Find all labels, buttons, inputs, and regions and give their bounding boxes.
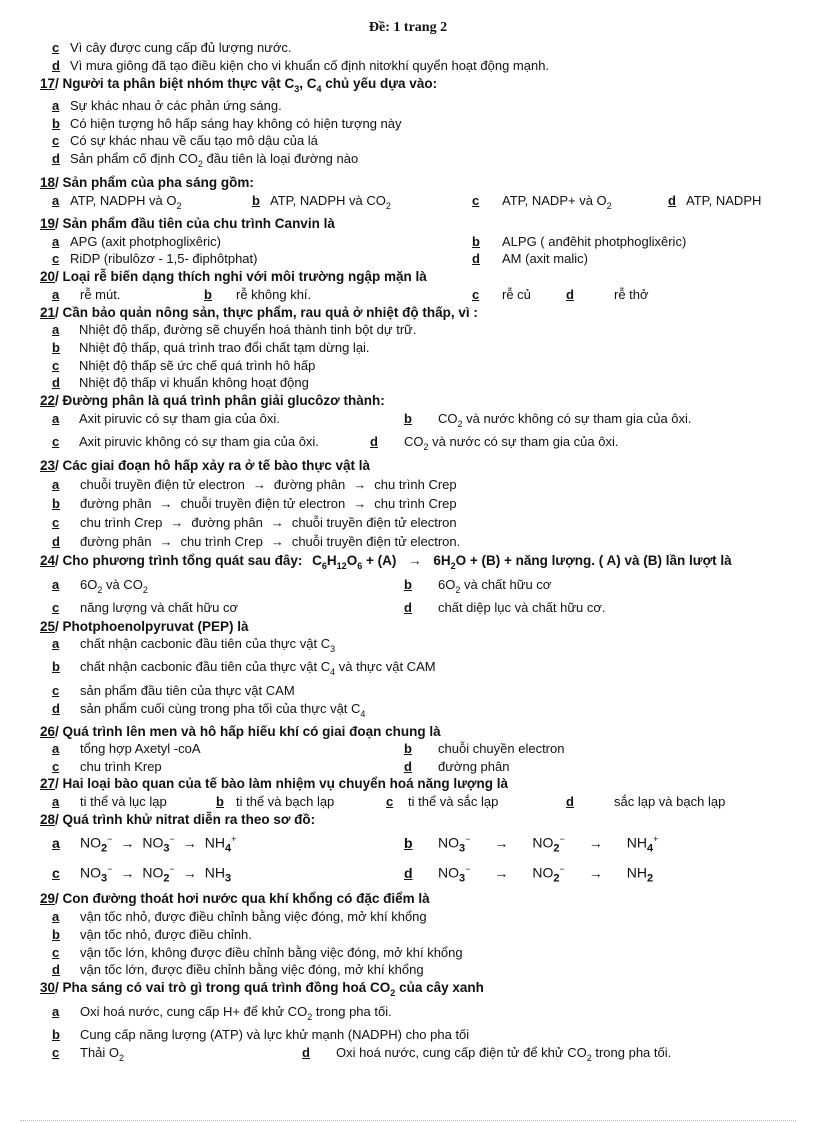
q19-options-ab: a APG (axit photphoglixêric) b ALPG ( anđêhit photphoglixêric) xyxy=(52,234,687,249)
q16-option-c: c Vì cây được cung cấp đủ lượng nước. xyxy=(52,40,292,55)
q17-option-c: c Có sự khác nhau về cấu tạo mô dậu của lá xyxy=(52,133,318,148)
q22-options-cd: c Axit piruvic không có sự tham gia của ôxi. d $CO_2$ và nước có sự tham gia của ôxi. xyxy=(52,434,619,452)
q19-options-cd: c RiDP (ribulôzơ - 1,5- điphôtphat) d AM (axit malic) xyxy=(52,251,588,266)
q29-option-c: c vận tốc lớn, không được điều chỉnh bằng việc đóng, mở khí khổng xyxy=(52,945,463,960)
arrow-icon: → xyxy=(588,834,603,851)
question-17: 17/ Người ta phân biệt nhóm thực vật $C_3$, $C_4$ chủ yếu dựa vào: xyxy=(40,76,438,94)
q21-option-a: a Nhiệt độ thấp, đường sẽ chuyển hoá thành tinh bột dự trữ. xyxy=(52,322,417,337)
page-header: Đề: 1 trang 2 xyxy=(368,20,448,35)
arrow-icon: → xyxy=(494,864,509,881)
q29-option-a: a vận tốc nhỏ, được điều chỉnh bằng việc đóng, mở khí khổng xyxy=(52,909,427,924)
q17-option-a: a Sự khác nhau ở các phản ứng sáng. xyxy=(52,98,282,113)
arrow-icon: → xyxy=(159,534,173,549)
q30-option-b: b Cung cấp năng lượng (ATP) và lực khử mạnh (NADPH) cho pha tối xyxy=(52,1027,470,1042)
question-24: 24/ Cho phương trình tổng quát sau đây: $C_6H_{12}O_6 + (A) \to 6H_2O + (B)$ + năng lượng. ( A) và (B) lần lượt là xyxy=(40,553,732,571)
arrow-icon: → xyxy=(170,515,184,530)
arrow-icon: → xyxy=(353,496,367,511)
q25-option-c: c sản phẩm đầu tiên của thực vật CAM xyxy=(52,683,295,698)
question-25: 25/ Photphoenolpyruvat (PEP) là xyxy=(40,619,249,634)
q28-options-ab: a $NO_2^- \to NO_3^- \to NH_4^+$ b $NO_3^- \to NO_2^- \to NH_4^+$ xyxy=(52,834,659,855)
q26-options-ab: a tổng hợp Axetyl -coA b chuỗi chuyền electron xyxy=(52,741,565,756)
question-29: 29/ Con đường thoát hơi nước qua khí khổng có đặc điểm là xyxy=(40,891,430,906)
q25-option-b: b chất nhận cacbonic đầu tiên của thực vật $C_4$ và thực vật CAM xyxy=(52,659,436,677)
q24-options-cd: c năng lượng và chất hữu cơ d chất diệp lục và chất hữu cơ. xyxy=(52,600,606,615)
arrow-icon: → xyxy=(588,864,603,881)
q25-option-d: d sản phẩm cuối cùng trong pha tối của thực vật $C_4$ xyxy=(52,701,366,719)
q22-options-ab: a Axit piruvic có sự tham gia của ôxi. b $CO_2$ và nước không có sự tham gia của ôxi. xyxy=(52,411,692,429)
arrow-icon: → xyxy=(182,834,197,851)
question-19: 19/ Sản phẩm đầu tiên của chu trình Canvin là xyxy=(40,216,335,231)
q17-option-b: b Có hiện tượng hô hấp sáng hay không có hiện tượng này xyxy=(52,116,402,131)
q23-option-d: d đường phân → chu trình Crep → chuỗi truyền điện tử electron. xyxy=(52,534,461,549)
arrow-icon: → xyxy=(270,515,284,530)
q21-option-c: c Nhiệt độ thấp sẽ ức chế quá trình hô hấp xyxy=(52,358,316,373)
question-18: 18/ Sản phẩm của pha sáng gồm: xyxy=(40,175,254,190)
q25-option-a: a chất nhận cacbonic đầu tiên của thực vật $C_3$ xyxy=(52,636,336,654)
arrow-icon: → xyxy=(353,477,367,492)
question-23: 23/ Các giai đoạn hô hấp xảy ra ở tế bào thực vật là xyxy=(40,458,370,473)
q30-options-cd: c Thải $O_2$ d Oxi hoá nước, cung cấp điện tử để khử $CO_2$ trong pha tối. xyxy=(52,1045,672,1063)
q18-options: a ATP, NADPH và $O_2$ b ATP, NADPH và $CO_2$ c ATP, NADP+ và $O_2$ d ATP, NADPH xyxy=(52,193,762,211)
q24-options-ab: a $6O_2$ và $CO_2$ b $6O_2$ và chất hữu cơ xyxy=(52,577,552,595)
question-21: 21/ Cần bảo quản nông sản, thực phẩm, rau quả ở nhiệt độ thấp, vì : xyxy=(40,305,478,320)
q29-option-d: d vận tốc lớn, được điều chỉnh bằng việc đóng, mở khí khổng xyxy=(52,962,424,977)
arrow-icon: → xyxy=(252,477,266,492)
q23-option-c: c chu trình Crep → đường phân → chuỗi truyền điện tử electron xyxy=(52,515,457,530)
arrow-icon: → xyxy=(182,864,197,881)
question-20: 20/ Loại rễ biến dạng thích nghi với môi trường ngập mặn là xyxy=(40,269,427,284)
q16-option-d: d Vì mưa giông đã tạo điều kiện cho vi khuẩn cố định nitơkhí quyển hoạt động mạnh. xyxy=(52,58,550,73)
page-bottom-border xyxy=(20,1120,796,1121)
q21-option-d: d Nhiệt độ thấp vi khuẩn không hoạt động xyxy=(52,375,309,390)
q21-option-b: b Nhiệt độ thấp, quá trình trao đổi chất tạm dừng lại. xyxy=(52,340,370,355)
question-28: 28/ Quá trình khử nitrat diễn ra theo sơ đồ: xyxy=(40,812,316,827)
arrow-icon: → xyxy=(159,496,173,511)
arrow-icon: → xyxy=(408,553,422,568)
q23-option-b: b đường phân → chuỗi truyền điện tử electron → chu trình Crep xyxy=(52,496,457,511)
q20-options: a rễ mút. b rễ không khí. c rễ củ d rễ thở xyxy=(52,287,649,302)
q28-options-cd: c $NO_3^- \to NO_2^- \to NH_3$ d $NO_3^- \to NO_2^- \to NH_2$ xyxy=(52,864,654,885)
q17-option-d: d Sản phẩm cố định $CO_2$ đầu tiên là loại đường nào xyxy=(52,151,359,169)
q26-options-cd: c chu trình Krep d đường phân xyxy=(52,759,510,774)
q30-option-a: a Oxi hoá nước, cung cấp H+ để khử $CO_2$ trong pha tối. xyxy=(52,1004,392,1022)
question-26: 26/ Quá trình lên men và hô hấp hiếu khí có giai đoạn chung là xyxy=(40,724,441,739)
question-27: 27/ Hai loại bào quan của tế bào làm nhiệm vụ chuyển hoá năng lượng là xyxy=(40,776,508,791)
arrow-icon: → xyxy=(120,834,135,851)
question-30: 30/ Pha sáng có vai trò gì trong quá trình đồng hoá $CO_2$ của cây xanh xyxy=(40,980,484,998)
question-22: 22/ Đường phân là quá trình phân giải glucôzơ thành: xyxy=(40,393,385,408)
q27-options: a ti thể và lục lạp b ti thể và bạch lạp c ti thể và sắc lạp d sắc lạp và bạch lạp xyxy=(52,794,726,809)
arrow-icon: → xyxy=(120,864,135,881)
q23-option-a: a chuỗi truyền điện tử electron → đường phân → chu trình Crep xyxy=(52,477,457,492)
arrow-icon: → xyxy=(270,534,284,549)
arrow-icon: → xyxy=(494,834,509,851)
q29-option-b: b vận tốc nhỏ, được điều chỉnh. xyxy=(52,927,252,942)
